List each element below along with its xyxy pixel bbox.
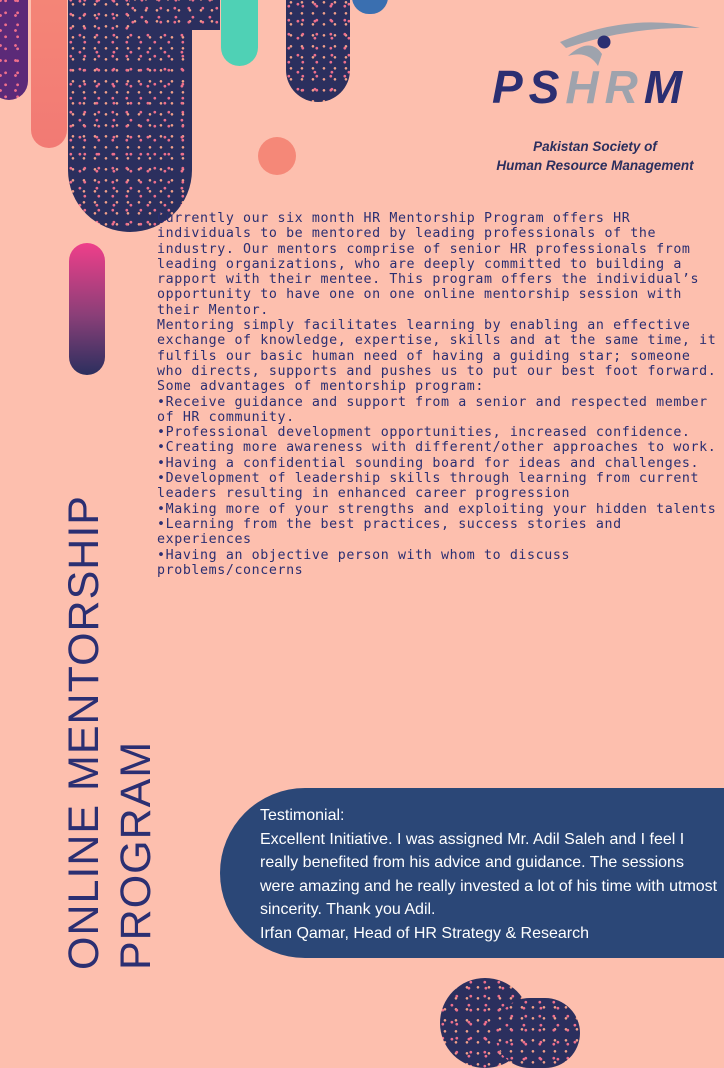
- decor-coral-pill: [31, 0, 67, 148]
- advantages-list: [157, 395, 717, 579]
- logo-subtitle-line1: Pakistan Society of: [533, 139, 657, 154]
- logo-subtitle-line2: Human Resource Management: [496, 158, 694, 173]
- page-title-line2: PROGRAM: [112, 740, 160, 970]
- decor-coral-circle: [258, 137, 296, 175]
- testimonial-attribution: Irfan Qamar, Head of HR Strategy & Research: [260, 924, 590, 942]
- decor-blue-circle: [352, 0, 388, 14]
- decor-dotted-navy-pill-small: [286, 0, 350, 102]
- mentoring-paragraph: Mentoring simply facilitates learning by enabling an effective exchange of knowledge, expertise, skills and at the same time, it fulfils our basic human need of having a guiding star; someone who directs, supports and pushes us to put our best foot forward.: [157, 318, 717, 379]
- decor-dotted-navy-link: [130, 0, 220, 30]
- list-item: • Development of leadership skills through learning from current leaders resulting in enhanced career progression: [157, 471, 717, 502]
- page-title-line1: ONLINE MENTORSHIP: [60, 495, 108, 970]
- decor-dotted-navy-pill-large: [68, 0, 192, 232]
- logo-letters-m: M: [643, 61, 689, 113]
- logo-letters-ps: PS: [492, 61, 566, 113]
- testimonial-label: Testimonial:: [260, 807, 345, 824]
- list-item: • Making more of your strengths and exploiting your hidden talents: [157, 502, 717, 517]
- program-description: [157, 211, 717, 578]
- logo-letters-hr: HR: [565, 61, 644, 113]
- list-item: • Having a confidential sounding board for ideas and challenges.: [157, 456, 717, 471]
- testimonial-quote: Excellent Initiative. I was assigned Mr. Adil Saleh and I feel I really benefited from his advice and guidance. The sessions were amazing and he really invested a lot of his time with utmost sincerity. Thank you Adil.: [260, 830, 718, 918]
- page-title: [58, 430, 162, 970]
- logo-subtitle: [480, 137, 710, 175]
- decor-gradient-pill: [69, 243, 105, 375]
- decor-purple-pill: [0, 0, 28, 100]
- list-item: • Creating more awareness with different/other approaches to work.: [157, 440, 717, 455]
- advantages-heading: Some advantages of mentorship program:: [157, 379, 485, 395]
- list-item: • Learning from the best practices, success stories and experiences: [157, 517, 717, 548]
- list-item: • Receive guidance and support from a senior and respected member of HR community.: [157, 395, 717, 426]
- intro-paragraph: Currently our six month HR Mentorship Program offers HR individuals to be mentored by leading professionals of the industry. Our mentors comprise of senior HR professionals from leading organizations, who are deeply committed to building a rapport with their mentee. This program offers the individual’s opportunity to have one on one online mentorship session with their Mentor.: [157, 211, 700, 318]
- decor-teal-pill: [221, 0, 258, 66]
- testimonial-text: [260, 804, 720, 945]
- pshrm-logo: [480, 18, 710, 178]
- list-item: • Having an objective person with whom to discuss problems/concerns: [157, 548, 717, 579]
- list-item: • Professional development opportunities, increased confidence.: [157, 425, 717, 440]
- decor-dotted-navy-bottom-right: [495, 998, 580, 1068]
- logo-wordmark: [492, 60, 688, 114]
